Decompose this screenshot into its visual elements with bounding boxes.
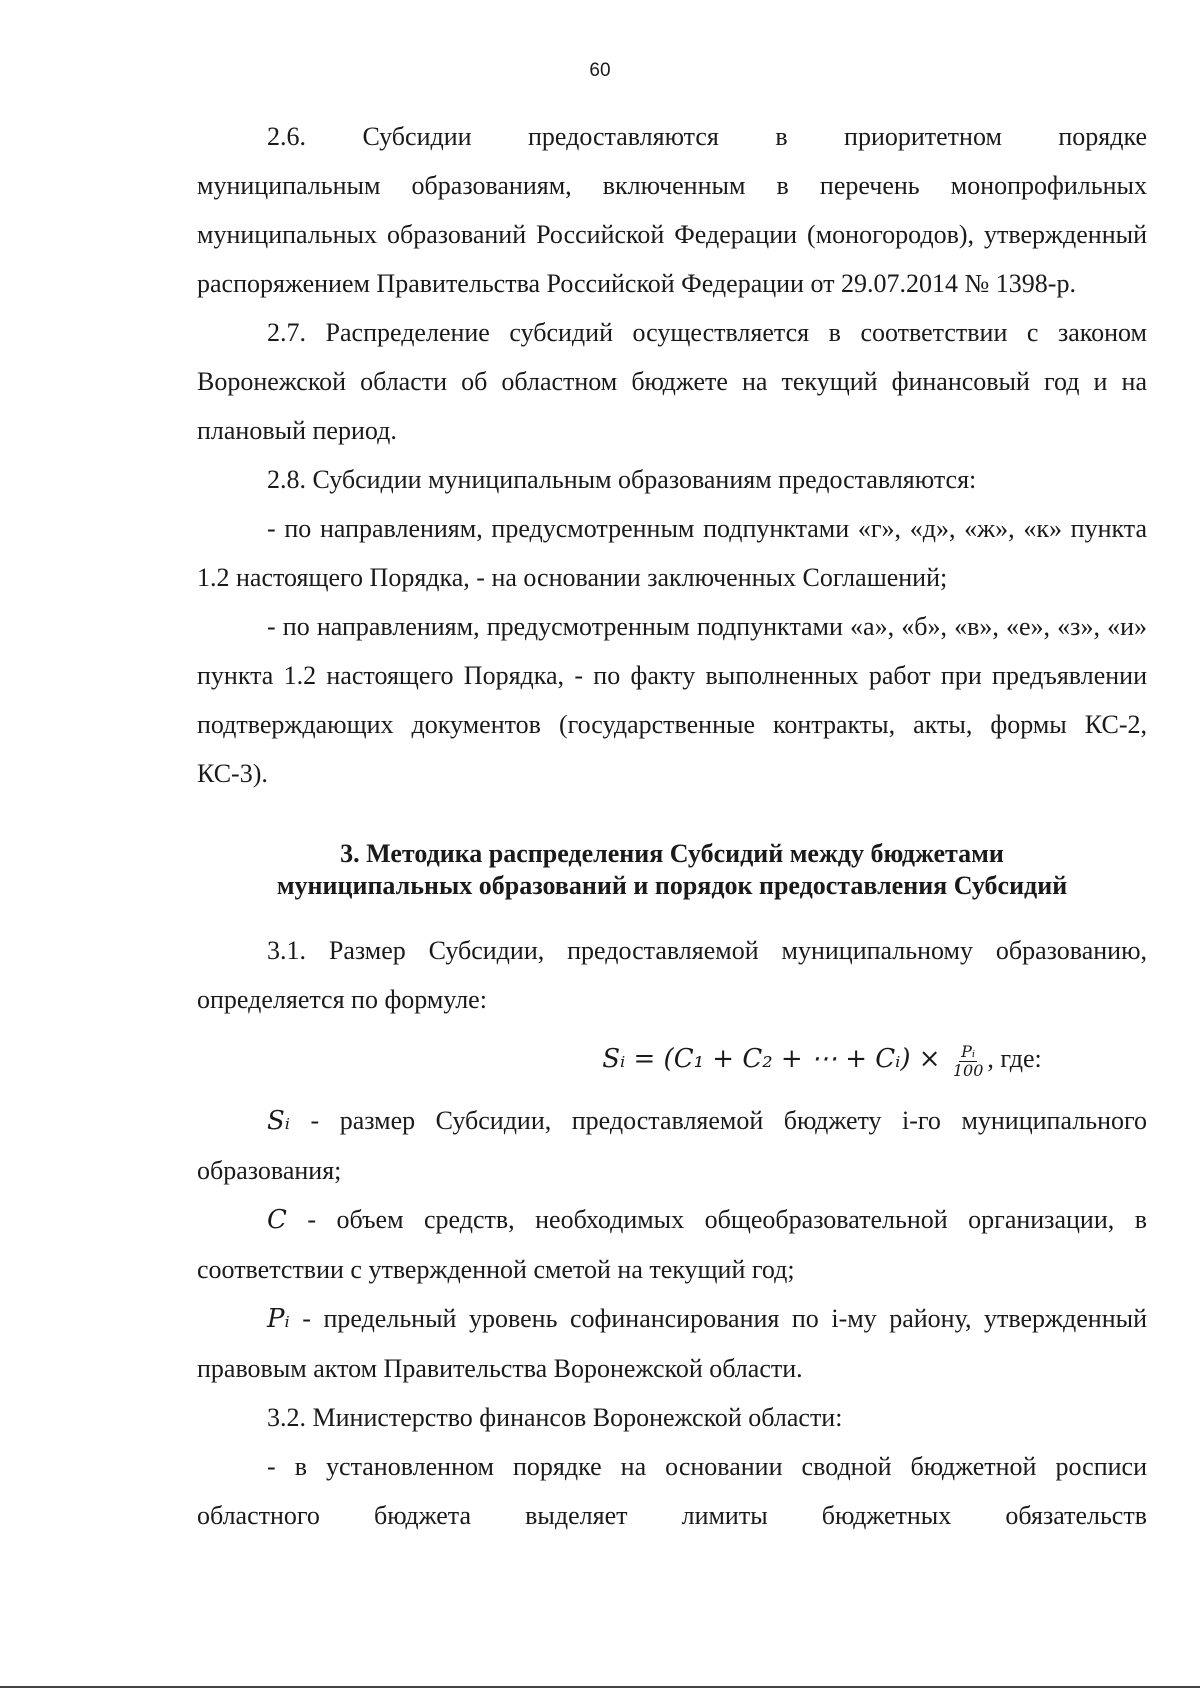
formula-denominator: 100 [952, 1060, 984, 1080]
paragraph-2-8-item-1: - по направлениям, предусмотренным подпунктами «г», «д», «ж», «к» пункта 1.2 настоящего Порядка, - на основании заключенных Соглашений; [197, 514, 1147, 592]
formula-suffix: , где: [987, 1044, 1042, 1073]
definition-p [197, 1294, 1147, 1393]
definition-c-symbol: C [267, 1205, 287, 1235]
definition-p-symbol: Pᵢ [267, 1304, 290, 1334]
definition-c-text: - объем средств, необходимых общеобразовательной организации, в соответствии с утвержденной сметой на текущий год; [197, 1205, 1147, 1284]
formula-numerator: Pᵢ [961, 1041, 976, 1061]
paragraph-3-1: 3.1. Размер Субсидии, предоставляемой муниципальному образованию, определяется по формуле: [197, 936, 1147, 1014]
subsidy-formula [197, 1028, 1147, 1090]
document-body [197, 112, 1147, 1540]
definition-s-text: - размер Субсидии, предоставляемой бюджету i-го муниципального образования; [197, 1106, 1147, 1185]
section-3-heading-line-1: 3. Методика распределения Субсидий между бюджетами [340, 839, 1004, 868]
section-3-heading [197, 838, 1147, 902]
page-number: 60 [589, 60, 611, 81]
paragraph-2-8-item-2: - по направлениям, предусмотренным подпунктами «а», «б», «в», «е», «з», «и» пункта 1.2 настоящего Порядка, - по факту выполненных работ при предъявлении подтверждающих документов (государственные контракты, акты, формы КС-2, КС-3). [197, 612, 1147, 788]
definition-s-symbol: Sᵢ [267, 1106, 291, 1136]
page-bottom-rule [0, 1686, 1200, 1688]
section-3-heading-line-2: муниципальных образований и порядок предоставления Субсидий [276, 871, 1068, 900]
definition-c [197, 1195, 1147, 1294]
definition-p-text: - предельный уровень софинансирования по i-му району, утвержденный правовым актом Правительства Воронежской области. [197, 1304, 1147, 1383]
definition-s [197, 1096, 1147, 1195]
paragraph-2-7: 2.7. Распределение субсидий осуществляется в соответствии с законом Воронежской области об областном бюджете на текущий финансовый год и на плановый период. [197, 318, 1147, 445]
paragraph-3-2-item-1-line-1: - в установленном порядке на основании сводной бюджетной росписи [267, 1452, 1147, 1481]
paragraph-2-6-first-line: 2.6. Субсидии предоставляются в приоритетном порядке [267, 122, 1147, 151]
formula-lhs: Sᵢ = (C₁ + C₂ + ⋯ + Cᵢ) × [602, 1044, 949, 1074]
formula-fraction [951, 1043, 986, 1080]
paragraph-3-2: 3.2. Министерство финансов Воронежской области: [267, 1403, 843, 1432]
paragraph-2-8: 2.8. Субсидии муниципальным образованиям предоставляются: [267, 465, 977, 494]
paragraph-3-2-item-1-line-2: областного бюджета выделяет лимиты бюджетных обязательств [197, 1501, 1147, 1530]
paragraph-2-6: муниципальным образованиям, включенным в перечень монопрофильных муниципальных образований Российской Федерации (моногородов), утвержденный распоряжением Правительства Российской Федерации от 29.07.2014 № 1398-р. [197, 171, 1147, 298]
